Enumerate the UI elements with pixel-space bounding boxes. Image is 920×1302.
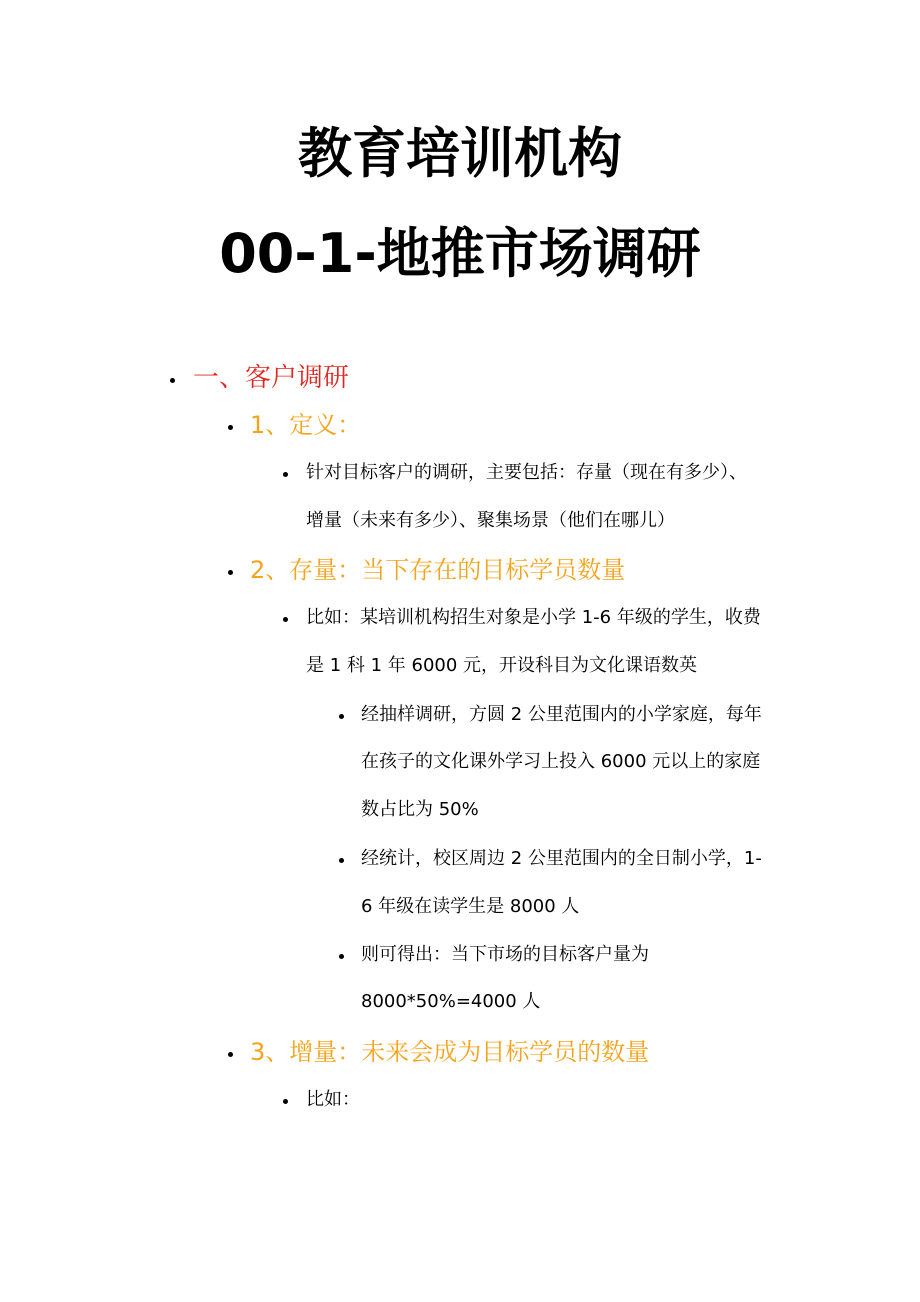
bullet-icon: [170, 378, 175, 383]
statistics-text-line2: 6 年级在读学生是 8000 人: [361, 896, 580, 917]
document-title: 教育培训机构: [298, 122, 622, 185]
definition-text-line1: 针对目标客户的调研，主要包括：存量（现在有多少）、: [306, 462, 747, 483]
bullet-icon: [283, 617, 288, 622]
bullet-icon: [339, 954, 344, 959]
bullet-icon: [228, 570, 233, 575]
bullet-icon: [283, 472, 288, 477]
stock-example-line1: 比如：某培训机构招生对象是小学 1-6 年级的学生，收费: [306, 607, 761, 628]
bullet-icon: [283, 1099, 288, 1104]
statistics-text-line1: 经统计，校区周边 2 公里范围内的全日制小学，1-: [361, 848, 762, 869]
document-subtitle: 00-1-地推市场调研: [219, 222, 701, 285]
stock-example-line2: 是 1 科 1 年 6000 元，开设科目为文化课语数英: [306, 655, 698, 676]
survey-text-line2: 在孩子的文化课外学习上投入 6000 元以上的家庭: [361, 751, 761, 772]
survey-text-line1: 经抽样调研，方圆 2 公里范围内的小学家庭，每年: [361, 704, 762, 725]
survey-text-line3: 数占比为 50%: [361, 799, 479, 820]
definition-text-line2: 增量（未来有多少）、聚集场景（他们在哪儿）: [306, 510, 675, 531]
section-heading-customer-research: 一、客户调研: [193, 363, 350, 393]
subheading-increment: 3、增量：未来会成为目标学员的数量: [250, 1038, 650, 1066]
bullet-icon: [228, 1052, 233, 1057]
conclusion-text-line2: 8000*50%=4000 人: [361, 991, 541, 1012]
conclusion-text-line1: 则可得出：当下市场的目标客户量为: [361, 944, 649, 965]
subheading-stock: 2、存量：当下存在的目标学员数量: [250, 556, 626, 584]
bullet-icon: [339, 858, 344, 863]
bullet-icon: [339, 714, 344, 719]
subheading-definition: 1、定义：: [250, 411, 362, 439]
increment-example-line1: 比如：: [306, 1089, 360, 1110]
bullet-icon: [228, 425, 233, 430]
